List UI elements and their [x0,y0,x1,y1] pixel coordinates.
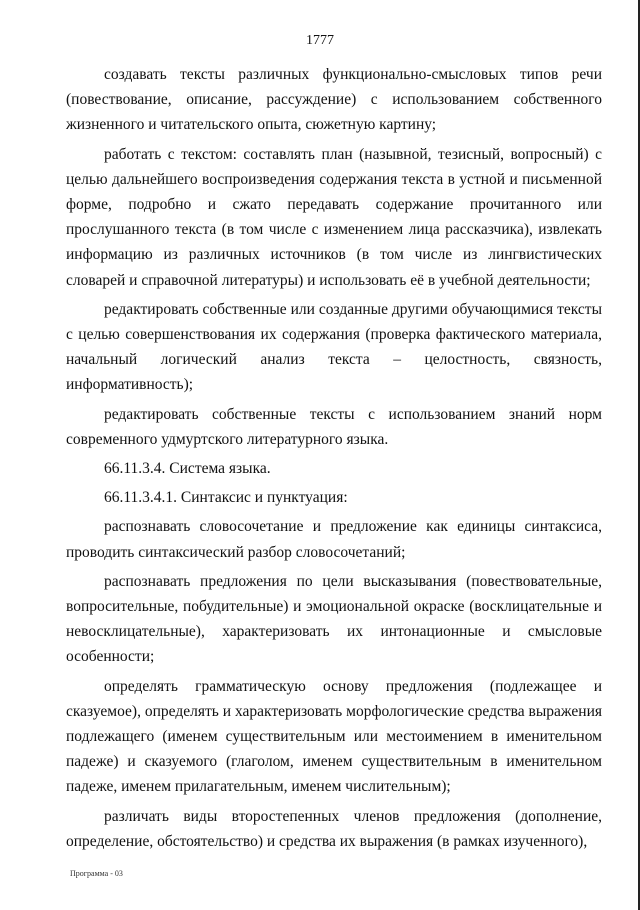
section-heading-language-system: 66.11.3.4. Система языка. [104,460,271,478]
paragraph-work-with-text: работать с текстом: составлять план (назывной, тезисный, вопросный) с целью дальнейшего воспроизведения содержания текста в устной и письменной форме, подробно и сжато передавать содержание прочитанного или прослушанного текста (в том числе с изменением лица рассказчика), извлекать информацию из различных источников (в том числе из лингвистических словарей и справочной литературы) и использовать её в учебной деятельности; [66,145,602,289]
paragraph-grammatical-basis: определять грамматическую основу предложения (подлежащее и сказуемое), определять и характеризовать морфологические средства выражения подлежащего (именем существительным или местоимением в именительном падеже) и сказуемого (глаголом, именем существительным в именительном падеже, именем прилагательным, именем числительным); [66,677,602,796]
subsection-heading-syntax: 66.11.3.4.1. Синтаксис и пунктуация: [104,489,348,507]
footer-label: Программа - 03 [70,869,123,878]
paragraph-recognize-phrase: распознавать словосочетание и предложение как единицы синтаксиса, проводить синтаксический разбор словосочетаний; [66,518,602,561]
paragraph-secondary-members: различать виды второстепенных членов предложения (дополнение, определение, обстоятельство) и средства их выражения (в рамках изученного), [66,807,602,850]
paragraph-recognize-sentences: распознавать предложения по цели высказывания (повествовательные, вопросительные, побудительные) и эмоциональной окраске (восклицательные и невосклицательные), характеризовать их интонационные и смысловые особенности; [66,572,602,666]
paragraph-edit-texts: редактировать собственные или созданные другими обучающимися тексты с целью совершенствования их содержания (проверка фактического материала, начальный логический анализ текста – целостность, связность, информативность); [66,300,602,394]
document-body [66,62,602,858]
paragraph-create-texts: создавать тексты различных функционально-смысловых типов речи (повествование, описание, рассуждение) с использованием собственного жизненного и читательского опыта, сюжетную картину; [66,66,602,134]
page-number: 1777 [306,33,334,48]
paragraph-edit-own-texts: редактировать собственные тексты с использованием знаний норм современного удмуртского литературного языка. [66,405,602,448]
